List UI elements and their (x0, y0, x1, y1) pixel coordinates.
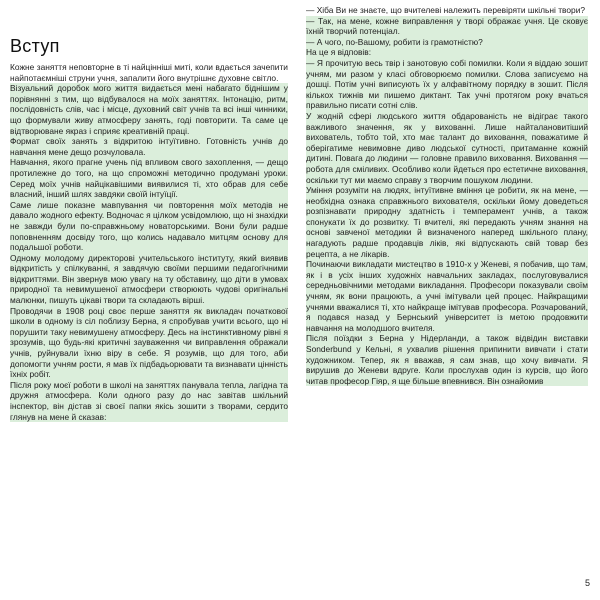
right-column (306, 5, 588, 386)
page-title: Вступ (10, 36, 60, 57)
paragraph: Уміння розуміти на людях, інтуїтивне вміння це робити, як на мене, — необхідна ознака справжнього вихователя, оскільки йому доведеться розпізнавати природну здатність і темперамент учнів, а також спонукати їх до розвитку. Ті вчителі, які передають учням знання на основі завченої методики й визначеного наперед шкільного плану, нагадують радше продавців ліків, які відпускають свій товар без рецепта, а не лікарів. (306, 185, 588, 259)
paragraph: Формат своїх занять з відкритою інтуїтивно. Готовність учнів до навчання мене дещо розчуловала. (10, 136, 288, 157)
page-number: 5 (584, 578, 590, 588)
left-column (10, 62, 288, 422)
paragraph: Візуальний доробок мого життя видається мені набагато біднішим у порівнянні з тим, що відбувалося на моїх заняттях. Інтонацію, ритм, послідовність слів, час і місце, духовний світ учнів та всі інші чинники, що формували живу атмосферу занять, годі повторити. Та саме це відтворюване якраз і сприяє креативній праці. (10, 83, 288, 136)
paragraph: Проводячи в 1908 році своє перше заняття як викладач початкової школи в одному із сіл поблизу Берна, я спробував учити всього, що ні порушити таку невимушену атмосферу. Десь на інстинктивному рівні я зрозумів, що будь-які критичні зауваження чи виправлення ображали учнів, руйнували їхню віру в себе. Я розумів, що для того, аби допомогти учням рости, я мав їх підбадьорювати та визнавати цінність їхніх робіт. (10, 305, 288, 380)
paragraph: — Хіба Ви не знаєте, що вчителеві належить перевіряти шкільні твори? (306, 5, 586, 15)
paragraph: У жодній сфері людського життя обдарованість не відіграє такого важливого значення, як у вихованні. Лише найталановитіший вихователь, тобто той, хто має талант до виховання, поважатиме й оберігатиме невимовне диво людської сутності, притаманне кожній дитині. Повага до людини — головне правило виховання. Виховання — робота для сміливих. Особливо коли йдеться про естетичне виховання, оскільки тут ми маємо справу з творчим пошуком людини. (306, 110, 588, 185)
paragraph: Одному молодому директорові учительського інституту, який виявив відкритість у спілкуванні, я завдячую своїми першими педагогічними відкриттями. Він звернув мою увагу на ту обставину, що діти в умовах природної та невимушеної атмосфери створюють чудові оригінальні малюнки, пишуть цікаві твори та складають вірші. (10, 252, 288, 306)
paragraph: На це я відповів: (306, 47, 588, 58)
paragraph: Після поїздки з Берна у Нідерланди, а також відвідин виставки Sonderbund у Кельні, я ухвалив рішення припинити вивчати і стати художником. Тепер, як я вважав, я сам знав, що хочу вивчати. Я вирушив до Женеви вдруге. Коли прослухав один із курсів, що його читав професор Гіяр, я ще більше впевнився. Він ознайомив (306, 333, 588, 386)
paragraph: Саме лише показне мавпування чи повторення моїх методів не давало жодного ефекту. Водночас я цілком усвідомлюю, що ні знахідки не завжди були по-справжньому новаторськими. Вони були радше поповненням досвіду того, що колись надавало митцям основу для подальшої роботи. (10, 199, 288, 253)
paragraph: — А чого, по-Вашому, робити із грамотністю? (306, 37, 588, 48)
paragraph: Починаючи викладати мистецтво в 1910-х у Женеві, я побачив, що там, як і в усіх інших художніх навчальних закладах, послуговувалися середньовічними методами викладання. Професори показували своїм учням, як вони працюють, а учні імітували цей процес. Найкращими учнями вважалися ті, хто найкраще імітував професора. Розчарований, я подався назад у Бернський університет із метою продовжити навчання на молодшого вчителя. (306, 259, 588, 333)
paragraph: Після року моєї роботи в школі на заняттях панувала тепла, лагідна та дружня атмосфера. Коли одного разу до нас завітав шкільний інспектор, він дістав зі своєї папки якісь зошити з творами, сердито глянув на мене й сказав: (10, 379, 288, 422)
paragraph: Навчання, якого прагне учень під впливом свого захоплення, — дещо протилежне до того, на що спроможні методично продумані уроки. Серед моїх учнів найцікавішими виявилися ті, хто обрав для себе власний, інший шлях завдяки своїй інтуїції. (10, 157, 288, 200)
paragraph: — Я прочитую весь твір і занотовую собі помилки. Коли я віддаю зошит учням, ми разом у класі обговорюємо помилки. Слова записуємо на дошці. Потім учні виписують їх у алфавітному порядку в зошит. Після кількох тижнів ми пишемо диктант. Так учні протягом року вчаться правильно писати сотні слів. (306, 57, 588, 111)
paragraph: Кожне заняття неповторне в ті найцінніші миті, коли вдається зачепити найпотаємніші струни учня, запалити його внутрішнє духовне світло. (10, 62, 288, 83)
paragraph: — Так, на мене, кожне виправлення у творі ображає учня. Це сковує їхній творчий потенціал. (306, 15, 588, 37)
